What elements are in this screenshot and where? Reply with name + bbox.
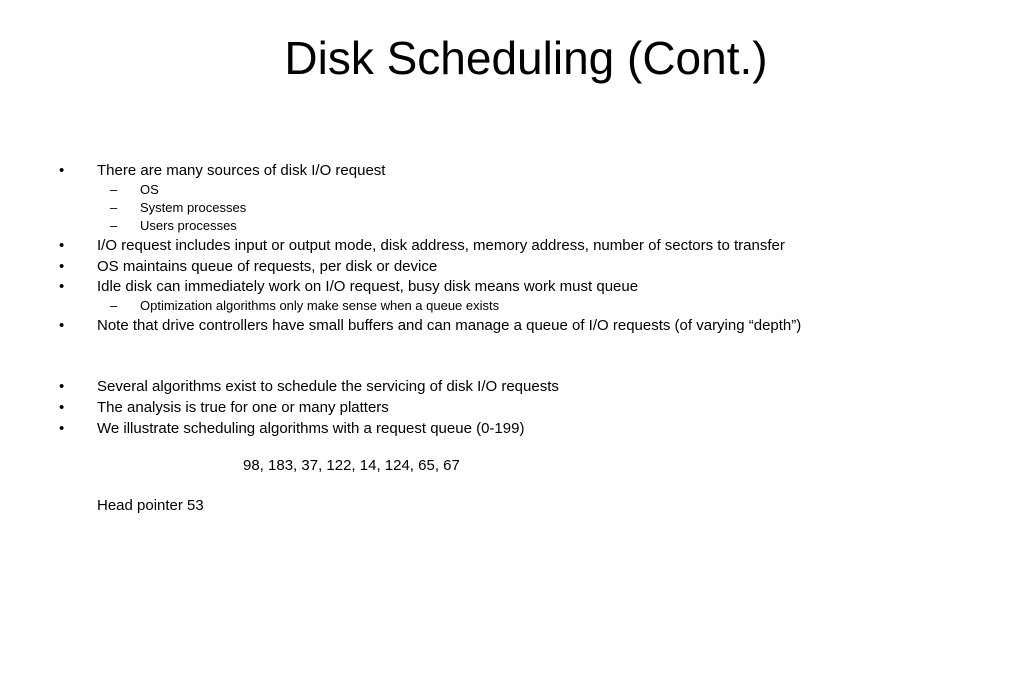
list-item-text: OS maintains queue of requests, per disk or device	[97, 258, 438, 275]
list-item-text: Idle disk can immediately work on I/O request, busy disk means work must queue	[97, 278, 639, 295]
bullet: •	[59, 420, 65, 437]
head-pointer: Head pointer 53	[97, 497, 204, 514]
dash: –	[110, 298, 118, 313]
sub-list-item-text: Optimization algorithms only make sense when a queue exists	[140, 298, 500, 313]
sub-list-item-text: Users processes	[140, 218, 237, 233]
bullet: •	[59, 162, 65, 179]
bullet: •	[59, 237, 65, 254]
request-queue: 98, 183, 37, 122, 14, 124, 65, 67	[243, 457, 460, 474]
list-item-text: Note that drive controllers have small buffers and can manage a queue of I/O requests (of varying “depth”)	[97, 317, 802, 334]
bullet: •	[59, 278, 65, 295]
slide-title: Disk Scheduling (Cont.)	[284, 32, 768, 84]
list-item-text: We illustrate scheduling algorithms with a request queue (0-199)	[97, 420, 525, 437]
dash: –	[110, 200, 118, 215]
sub-list-item-text: OS	[140, 182, 159, 197]
list-item-text: There are many sources of disk I/O request	[97, 162, 386, 179]
bullet: •	[59, 378, 65, 395]
list-item-text: The analysis is true for one or many platters	[97, 399, 389, 416]
bullet: •	[59, 399, 65, 416]
bullet: •	[59, 258, 65, 275]
dash: –	[110, 218, 118, 233]
sub-list-item-text: System processes	[140, 200, 247, 215]
dash: –	[110, 182, 118, 197]
list-item-text: Several algorithms exist to schedule the servicing of disk I/O requests	[97, 378, 559, 395]
bullet: •	[59, 317, 65, 334]
list-item-text: I/O request includes input or output mode, disk address, memory address, number of sectors to transfer	[97, 237, 785, 254]
